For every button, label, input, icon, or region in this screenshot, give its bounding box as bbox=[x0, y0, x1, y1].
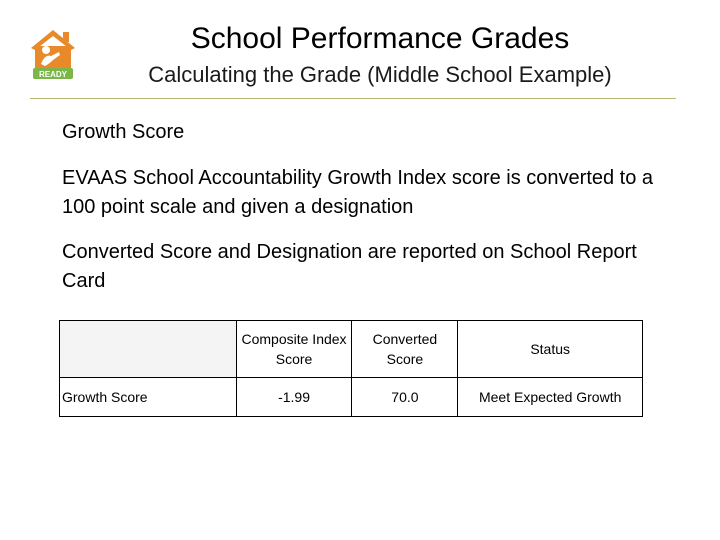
status-cell: Meet Expected Growth bbox=[458, 378, 643, 417]
body-paragraph-2: Converted Score and Designation are reported on School Report Card bbox=[62, 241, 637, 292]
page-subtitle: Calculating the Grade (Middle School Example) bbox=[148, 62, 612, 87]
table-row bbox=[60, 378, 643, 417]
header-cell-status: Status bbox=[458, 321, 643, 378]
logo-figure-head bbox=[42, 46, 50, 54]
logo-text: READY bbox=[38, 70, 68, 79]
table-header-row bbox=[60, 321, 643, 378]
converted-score-cell: 70.0 bbox=[352, 378, 458, 417]
growth-score-table bbox=[59, 320, 643, 417]
header-divider bbox=[30, 98, 676, 99]
logo-chimney bbox=[63, 32, 69, 42]
page-title: School Performance Grades bbox=[190, 22, 570, 55]
section-heading: Growth Score bbox=[62, 121, 185, 143]
header-cell-blank bbox=[60, 321, 237, 378]
header-cell-converted: Converted Score bbox=[352, 321, 458, 378]
composite-score-cell: -1.99 bbox=[236, 378, 352, 417]
header-cell-composite: Composite Index Score bbox=[236, 321, 352, 378]
ready-logo bbox=[27, 26, 79, 82]
row-label-cell: Growth Score bbox=[60, 378, 237, 417]
body-paragraph-1: EVAAS School Accountability Growth Index score is converted to a 100 point scale and given a designation bbox=[62, 167, 654, 218]
